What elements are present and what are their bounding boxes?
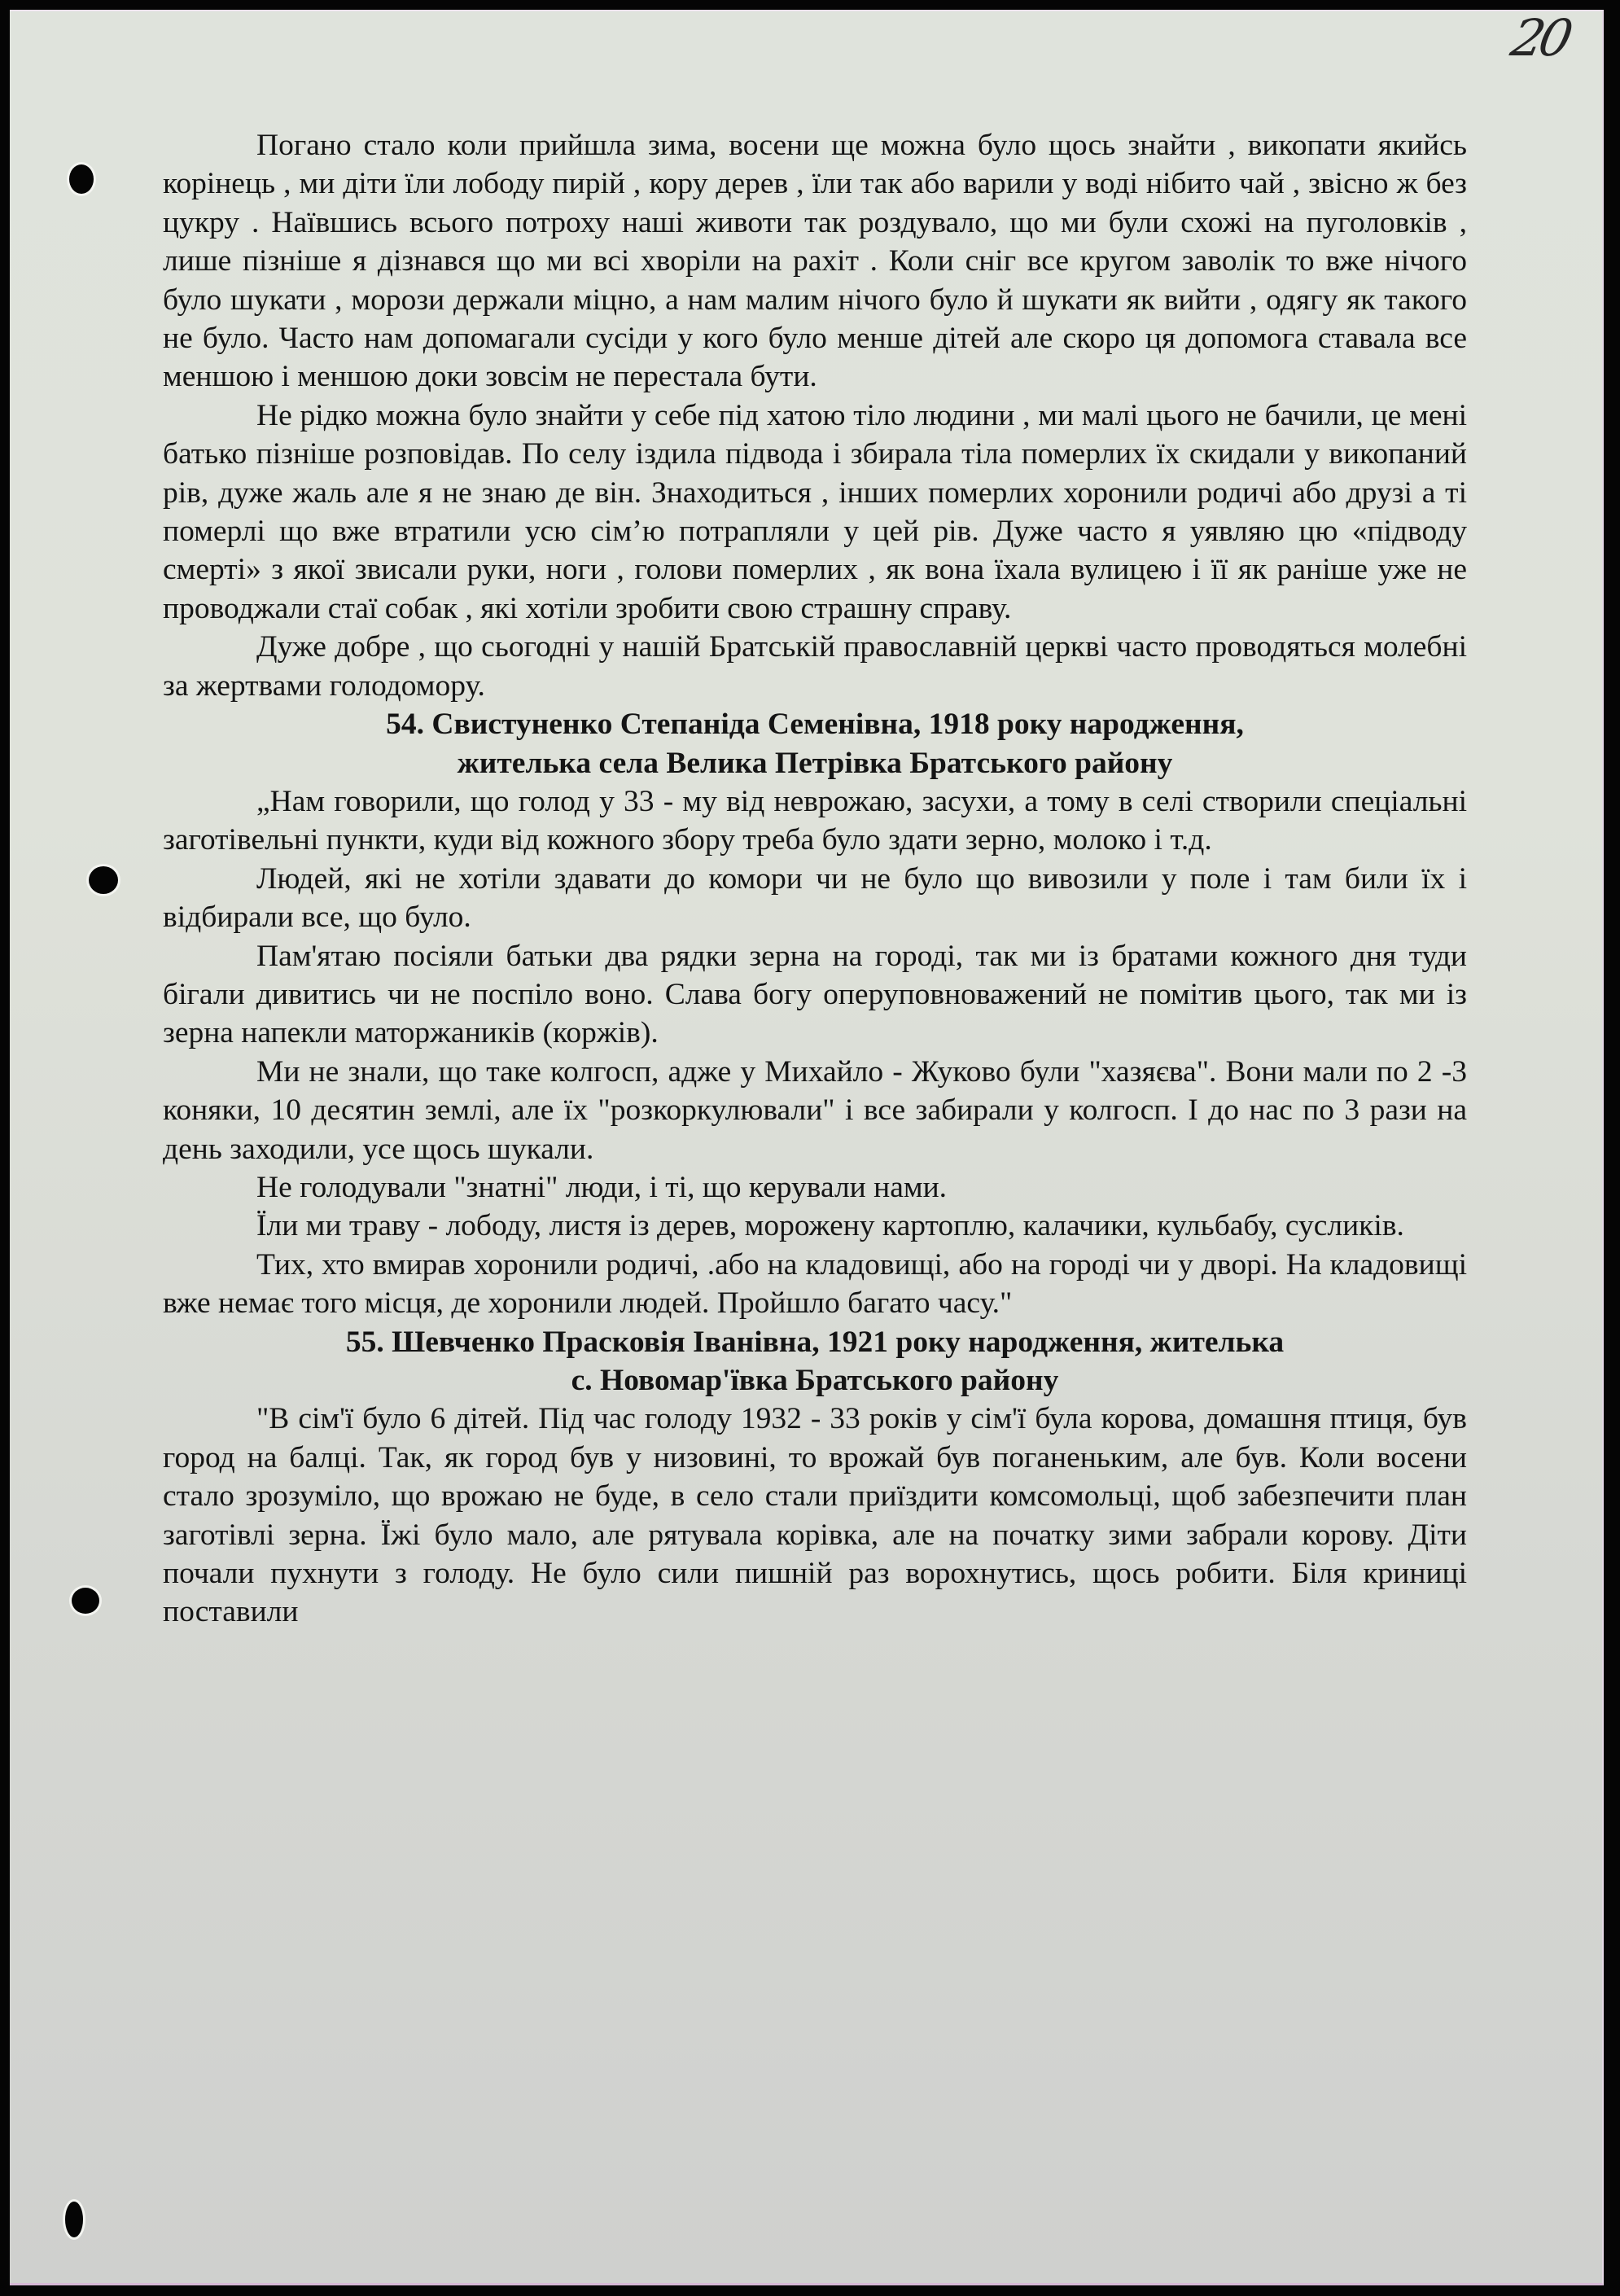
handwritten-page-number: 20 — [1506, 8, 1574, 68]
paragraph: Ми не знали, що таке колгосп, адже у Михайло - Жуково були "хазяєва". Вони мали по 2 -3 коняки, 10 десятин землі, але їх "розкоркулювали" і все забирали у колгосп. І до нас по 3 рази на день заходили, усе щось шукали. — [163, 1054, 1467, 1166]
paragraph: Тих, хто вмирав хоронили родичі, .або на кладовищі, або на городі чи у дворі. На кладовищі вже немає того місця, де хоронили людей. Пройшло багато часу." — [163, 1247, 1467, 1321]
paragraph: Дуже добре , що сьогодні у нашій Братській православній церкві часто проводяться молебні за жертвами голодомору. — [163, 630, 1467, 703]
paragraph: Пам'ятаю посіяли батьки два рядки зерна на городі, так ми із братами кожного дня туди бігали дивитись чи не поспіло воно. Слава богу оперуповноважений не помітив цього, так ми із зерна напекли маторжаників (коржів). — [163, 939, 1467, 1050]
punch-hole — [65, 2202, 83, 2237]
paragraph: "В сім'ї було 6 дітей. Під час голоду 1932 - 33 років у сім'ї була корова, домашня птиця, був город на балці. Так, як город був у низовині, то врожай був поганеньким, але був. Коли восени стало зрозуміло, що врожаю не буде, в село стали приїздити комсомольці, щоб забезпечити план заготівлі зерна. Їжі було мало, але рятувала корівка, але на початку зими забрали корову. Діти почали пухнути з голоду. Не було сили пишній раз ворохнутись, щось робити. Біля криниці поставили — [163, 1402, 1467, 1629]
punch-hole — [72, 1588, 99, 1614]
punch-hole — [89, 866, 118, 894]
section-heading-line: 55. Шевченко Прасковія Іванівна, 1921 року народження, жителька — [345, 1325, 1285, 1359]
document-body — [163, 126, 1467, 1632]
section-heading-line: с. Новомар'ївка Братського району — [571, 1364, 1059, 1397]
paragraph: Не рідко можна було знайти у себе під хатою тіло людини , ми малі цього не бачили, це мені батько пізніше розповідав. По селу іздила підвода і збирала тіла померлих їх скидали у викопаний рів, дуже жаль але я не знаю де він. Знаходиться , інших померлих хоронили родичі або друзі а ті померлі що вже втратили усю сім’ю потрапляли у цей рів. Дуже часто я уявляю цю «підводу смерті» з якої звисали руки, ноги , голови померлих , як вона їхала вулицею і її як раніше уже не проводжали стаї собак , які хотіли зробити свою страшну справу. — [163, 398, 1467, 625]
paragraph: Їли ми траву - лободу, листя із дерев, морожену картоплю, калачики, кульбабу, сусликів. — [256, 1209, 1404, 1243]
section-heading-line: 54. Свистуненко Степаніда Семенівна, 1918 року народження, — [386, 708, 1244, 742]
section-heading — [163, 1323, 1467, 1400]
section-heading — [163, 705, 1467, 782]
paragraph: Погано стало коли прийшла зима, восени ще можна було щось знайти , викопати якийсь корінець , ми діти їли лободу пирій , кору дерев , їли так або варили у воді нібито чай , звісно ж без цукру . Наївшись всього потроху наші животи так роздувало, що ми були схожі на пуголовків , лише пізніше я дізнався що ми всі хворіли на рахіт . Коли сніг все кругом заволік то вже нічого було шукати , морози держали міцно, а нам малим нічого було й шукати як вийти , одягу як такого не було. Часто нам допомагали сусіди у кого було менше дітей але скоро ця допомога ставала все меншою і меншою доки зовсім не перестала бути. — [163, 129, 1467, 394]
paragraph: Не голодували "знатні" люди, і ті, що керували нами. — [256, 1170, 948, 1204]
section-heading-line: жителька села Велика Петрівка Братського району — [457, 746, 1173, 780]
paragraph: „Нам говорили, що голод у 33 - му від неврожаю, засухи, а тому в селі створили спеціальні заготівельні пункти, куди від кожного збору треба було здати зерно, молоко і т.д. — [163, 784, 1467, 857]
paragraph: Людей, які не хотіли здавати до комори чи не було що вивозили у поле і там били їх і відбирали все, що було. — [163, 861, 1467, 935]
punch-hole — [69, 164, 94, 194]
